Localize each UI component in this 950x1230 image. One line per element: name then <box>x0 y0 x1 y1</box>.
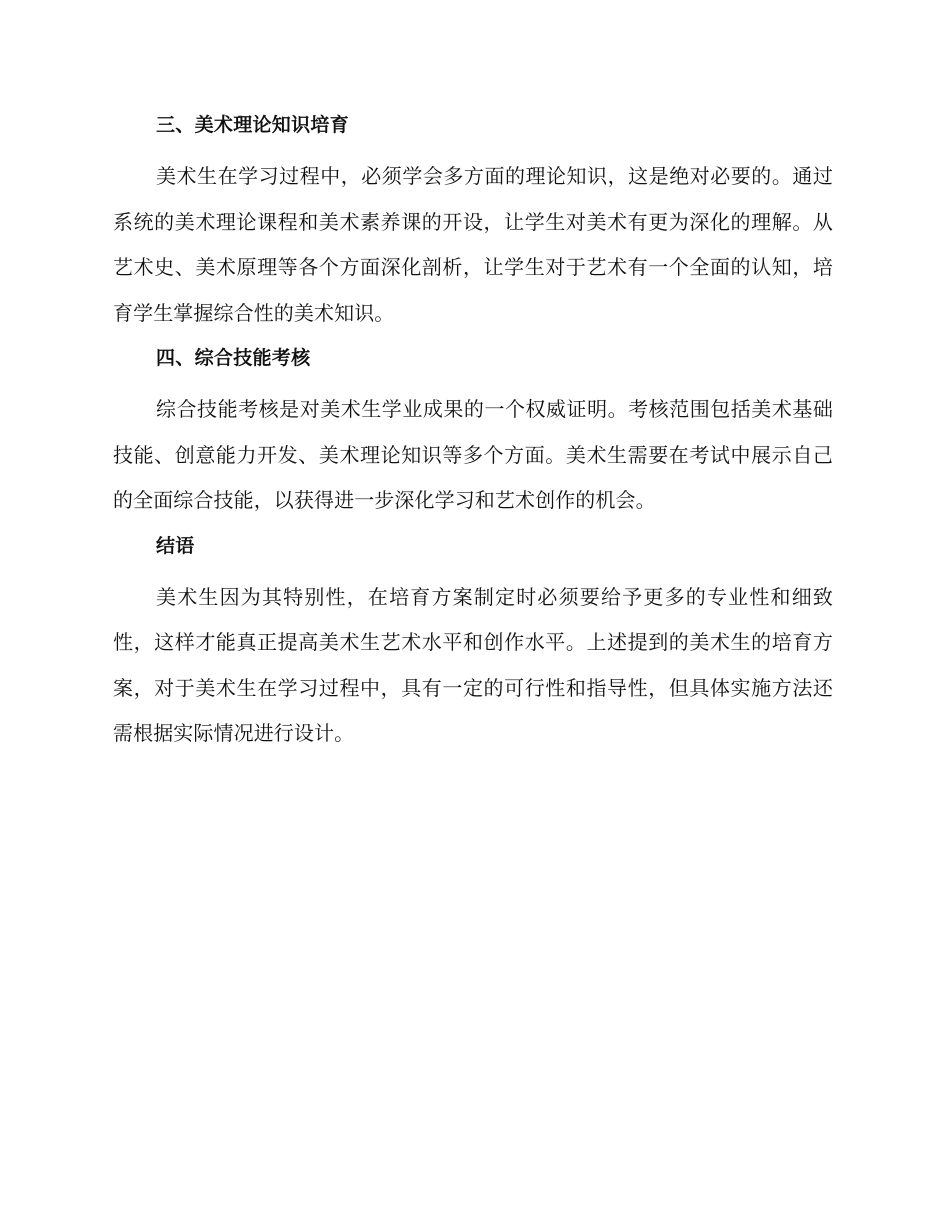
section-art-theory <box>113 110 833 336</box>
section-paragraph: 综合技能考核是对美术生学业成果的一个权威证明。考核范围包括美术基础技能、创意能力开发、美术理论知识等多个方面。美术生需要在考试中展示自己的全面综合技能，以获得进一步深化学习和艺术创作的机会。 <box>113 397 833 512</box>
section-heading: 三、美术理论知识培育 <box>156 114 350 136</box>
section-paragraph: 美术生因为其特别性，在培育方案制定时必须要给予更多的专业性和细致性，这样才能真正提高美术生艺术水平和创作水平。上述提到的美术生的培育方案，对于美术生在学习过程中，具有一定的可行性和指导性，但具体实施方法还需根据实际情况进行设计。 <box>113 584 833 745</box>
section-paragraph: 美术生在学习过程中，必须学会多方面的理论知识，这是绝对必要的。通过系统的美术理论课程和美术素养课的开设，让学生对美术有更为深化的理解。从艺术史、美术原理等各个方面深化剖析，让学生对于艺术有一个全面的认知，培育学生掌握综合性的美术知识。 <box>113 164 833 325</box>
section-skills-assessment <box>113 343 833 524</box>
section-heading: 结语 <box>156 534 195 557</box>
document-page <box>113 110 833 764</box>
section-conclusion <box>113 531 833 757</box>
section-heading: 四、综合技能考核 <box>156 347 311 369</box>
